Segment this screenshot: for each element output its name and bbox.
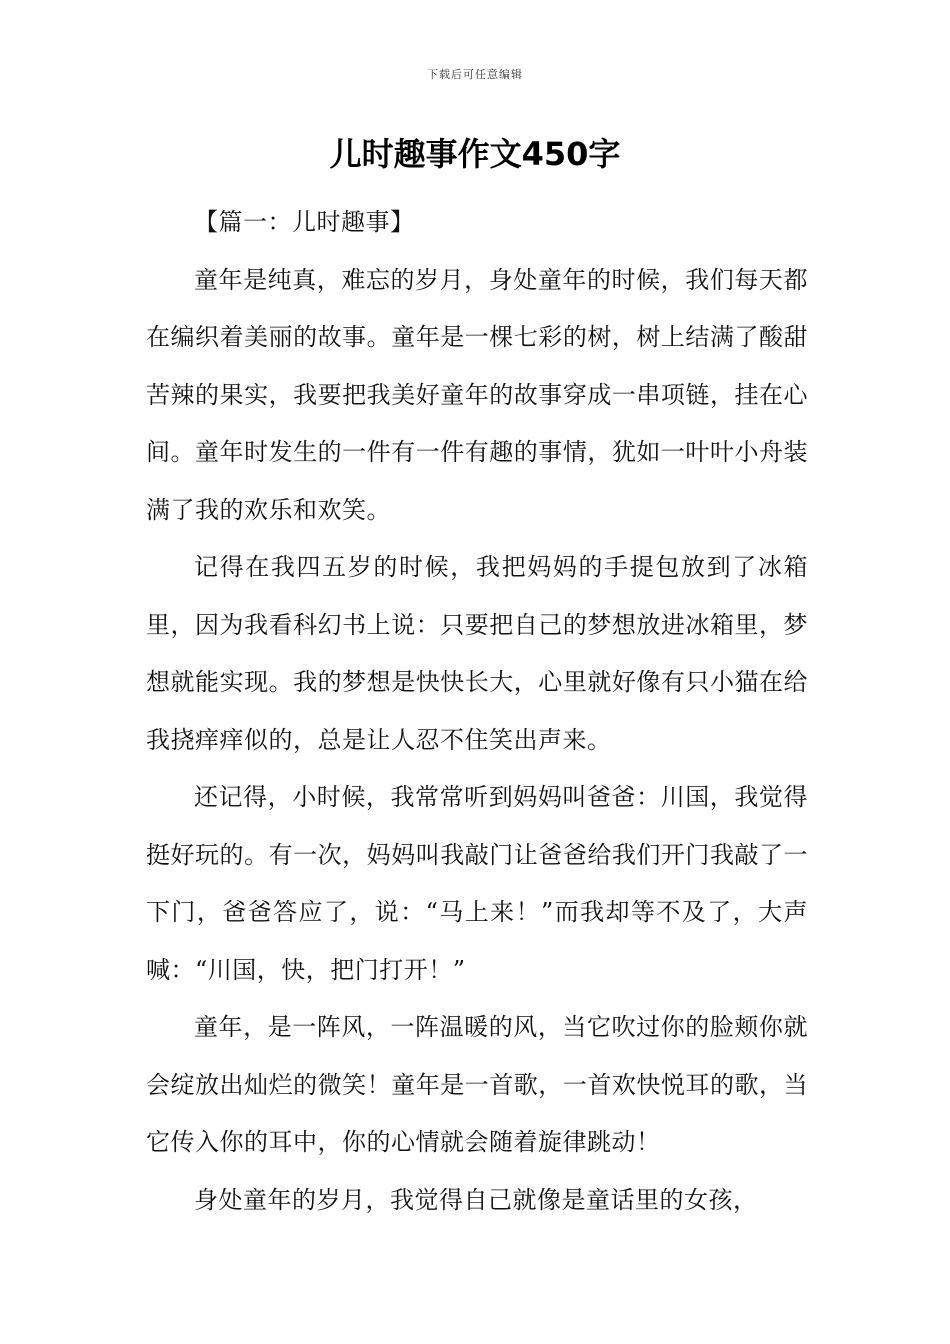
paragraph: 童年是纯真，难忘的岁月，身处童年的时候，我们每天都在编织着美丽的故事。童年是一棵七彩的树，树上结满了酸甜苦辣的果实，我要把我美好童年的故事穿成一串项链，挂在心间。童年时发生的一件有一件有趣的事情，犹如一叶叶小舟装满了我的欢乐和欢笑。 — [146, 265, 808, 524]
paragraph: 记得在我四五岁的时候，我把妈妈的手提包放到了冰箱里，因为我看科幻书上说：只要把自己的梦想放进冰箱里，梦想就能实现。我的梦想是快快长大，心里就好像有只小猫在给我挠痒痒似的，总是让人忍不住笑出声来。 — [146, 553, 808, 754]
document-body — [146, 194, 808, 1229]
section-heading: 【篇一：儿时趣事】 — [194, 208, 415, 236]
paragraph: 身处童年的岁月，我觉得自己就像是童话里的女孩， — [194, 1185, 758, 1214]
paragraph: 童年，是一阵风，一阵温暖的风，当它吹过你的脸颊你就会绽放出灿烂的微笑！童年是一首歌，一首欢快悦耳的歌，当它传入你的耳中，你的心情就会随着旋律跳动！ — [146, 1013, 808, 1156]
document-title: 儿时趣事作文450字 — [329, 135, 621, 173]
paragraph: 还记得，小时候，我常常听到妈妈叫爸爸：川国，我觉得挺好玩的。有一次，妈妈叫我敲门让爸爸给我们开门我敲了一下门，爸爸答应了，说：“马上来！”而我却等不及了，大声喊：“川国，快，把门打开！” — [146, 783, 808, 984]
header-note: 下载后可任意编辑 — [427, 68, 523, 81]
